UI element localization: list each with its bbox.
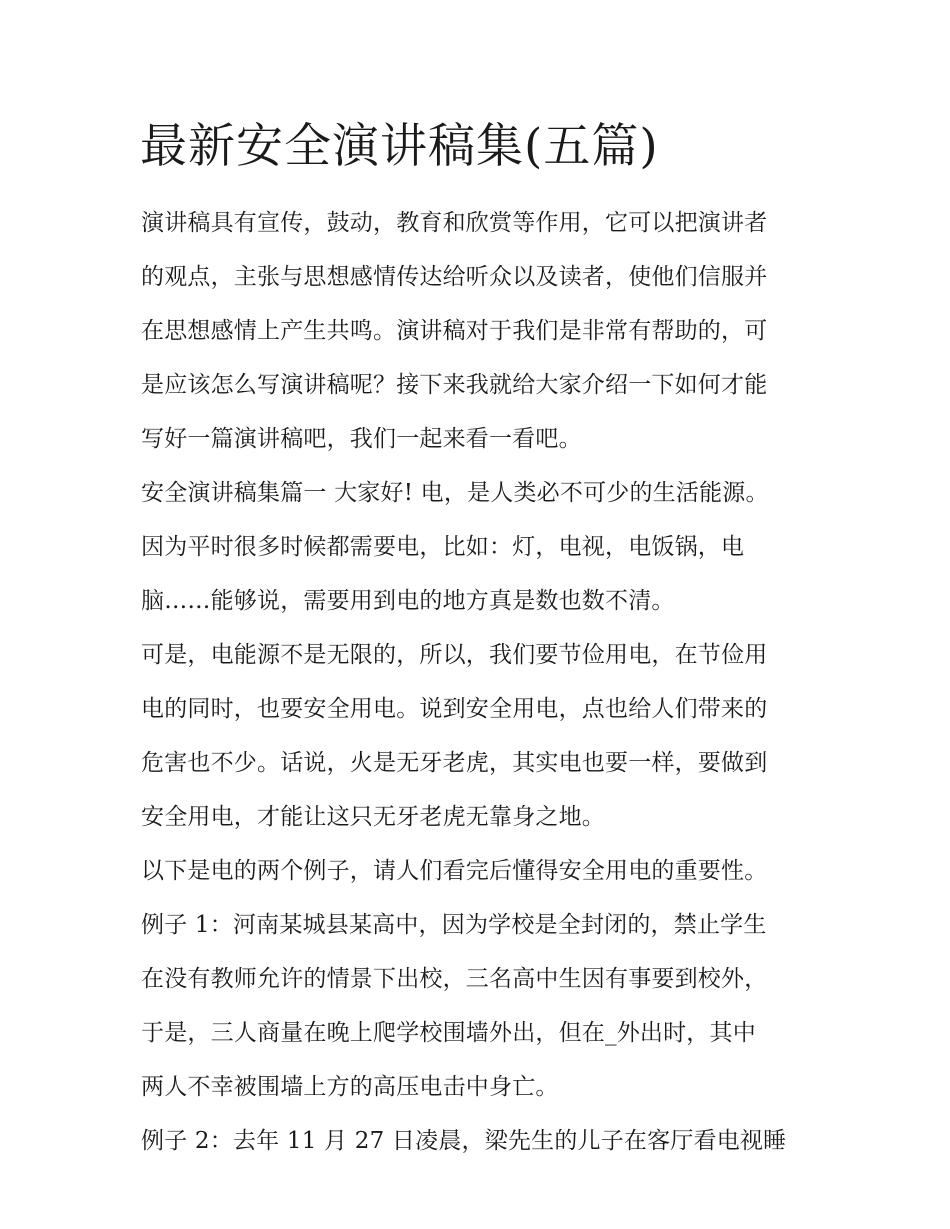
text-line: 脑……能够说，需要用到电的地方真是数也数不清。 [141,588,675,614]
text-line: 在思想感情上产生共鸣。演讲稿对于我们是非常有帮助的，可 [141,318,768,344]
text-line: 危害也不少。话说，火是无牙老虎，其实电也要一样，要做到 [141,750,768,776]
document-body [141,196,821,1168]
text-line: 两人不幸被围墙上方的高压电击中身亡。 [141,1074,559,1100]
text-line: 电的同时，也要安全用电。说到安全用电，点也给人们带来的 [141,696,768,722]
text-line: 安全用电，才能让这只无牙老虎无靠身之地。 [141,804,605,830]
text-line: 以下是电的两个例子，请人们看完后懂得安全用电的重要性。 [141,858,768,884]
document-title: 最新安全演讲稿集(五篇) [140,119,659,174]
text-line: 在没有教师允许的情景下出校，三名高中生因有事要到校外， [141,966,768,992]
text-line: 的观点，主张与思想感情传达给听众以及读者，使他们信服并 [141,264,768,290]
text-line: 例子 1：河南某城县某高中，因为学校是全封闭的，禁止学生 [141,912,767,938]
text-line: 是应该怎么写演讲稿呢？接下来我就给大家介绍一下如何才能 [141,372,768,398]
text-line: 因为平时很多时候都需要电，比如：灯，电视，电饭锅，电 [141,534,745,560]
text-line: 例子 2：去年 11 月 27 日凌晨，梁先生的儿子在客厅看电视睡 [141,1128,787,1154]
text-line: 于是，三人商量在晚上爬学校围墙外出，但在_外出时，其中 [141,1020,756,1046]
text-line: 写好一篇演讲稿吧，我们一起来看一看吧。 [141,426,582,452]
text-line: 安全演讲稿集篇一 大家好! 电，是人类必不可少的生活能源。 [141,480,769,506]
text-line: 演讲稿具有宣传，鼓动，教育和欣赏等作用，它可以把演讲者 [141,210,768,236]
text-line: 可是，电能源不是无限的，所以，我们要节俭用电，在节俭用 [141,642,768,668]
